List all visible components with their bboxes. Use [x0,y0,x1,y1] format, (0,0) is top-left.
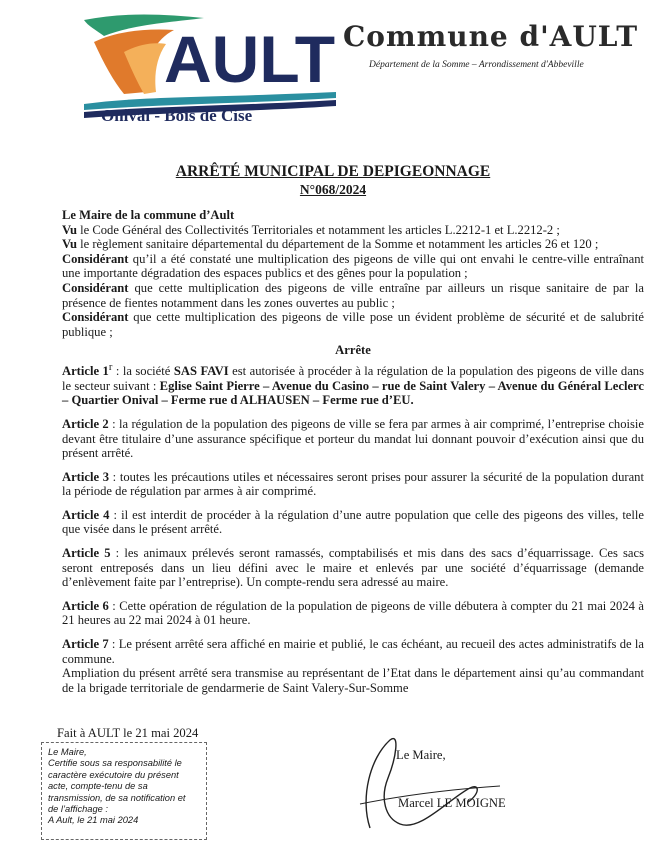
stamp-line: caractère exécutoire du présent [48,769,179,780]
document-number: N°068/2024 [299,182,367,197]
article-4: Article 4 : il est interdit de procéder à la régulation d’une autre population que celle des pigeons des villes, telle que visée dans le présent arrêté. [62,507,644,537]
ampliation: Ampliation du présent arrêté sera transmise au représentant de l’Etat dans le département ainsi qu’au commandant de la brigade territoriale de gendarmerie de Saint Valery-Sur-Somme [62,666,644,695]
article-2: Article 2 : la régulation de la population des pigeons de ville se fera par armes à air comprimé, l’entreprise choisie devant être titulaire d’une assurance spécifique et porteur du mandat lui donnant pouvoir d’exécution ainsi que du présent arrêté. [62,416,644,461]
logo-subtitle: Onival - Bois de Cise [101,106,253,125]
article-1: Article 1$^r$ : la société SAS FAVI est autorisée à procéder à la régulation de la population des pigeons de ville dans le secteur suivant : Eglise Saint Pierre – Avenue du Casino – rue de Saint Valery – Avenue du Général Leclerc – Quartier Onival – Ferme rue d ALHAUSEN – Ferme rue d’EU. [62,361,644,408]
article-5: Article 5 : les animaux prélevés seront ramassés, comptabilisés et mis dans des sacs d’équarrissage. Ces sacs seront entreposés dans un lieu défini avec le maire et enlevés par une société d’équarrissage (demande d’enlèvement faite par l’entreprise). Un compte-rendu sera adressé au maire. [62,546,644,590]
stamp-line: acte, compte-tenu de sa [48,781,148,792]
signature-title: Le Maire, [396,748,446,762]
article-7: Article 7 : Le présent arrêté sera affiché en mairie et publié, le cas échéant, au recueil des actes administratifs de la commune. [62,637,644,666]
article-3: Article 3 : toutes les précautions utiles et nécessaires seront prises pour assurer la sécurité de la population durant la période de régulation par armes à air comprimé. [62,469,644,499]
stamp-line: Certifie sous sa responsabilité le [48,758,182,769]
stamp-line: A Ault, le 21 mai 2024 [48,815,139,826]
article-6: Article 6 : Cette opération de régulation de la population de pigeons de ville débutera à compter du 21 mai 2024 à 21 heures au 22 mai 2024 à 01 heure. [62,598,644,628]
handwritten-signature [330,728,530,838]
logo-ault-text: AULT [164,22,336,96]
document-body [62,208,644,695]
departement-line: Département de la Somme – Arrondissement d'Abbeville [369,60,584,70]
considerant-3: Considérant que cette multiplication des pigeons de ville pose un évident problème de sécurité et de salubrité publique ; [62,310,644,339]
arrete-heading: Arrête [335,343,371,358]
considerant-1: Considérant qu’il a été constaté une multiplication des pigeons de ville qui ont envahi le centre-ville entraînant une importante dégradation des espaces publics et des gênes pour la population ; [62,251,644,281]
intro-line: Le Maire de la commune d’Ault [62,208,235,222]
stamp-line: transmission, de sa notification et [48,792,186,803]
stamp-line: de l’affichage : [48,804,108,815]
executory-stamp [41,742,207,840]
stamp-line: Le Maire, [48,747,87,757]
document-title: ARRÊTÉ MUNICIPAL DE DEPIGEONNAGE [175,163,491,180]
visa-2: Vu le règlement sanitaire départemental du département de la Somme et notamment les articles 26 et 120 ; [62,237,599,252]
signature-name: Marcel LE MOIGNE [398,796,506,810]
commune-title: Commune d'AULT [343,20,639,53]
fait-a-line: Fait à AULT le 21 mai 2024 [57,726,199,740]
considerant-2: Considérant que cette multiplication des pigeons de ville entraîne par ailleurs un risque sanitaire de par la présence de fientes notamment dans les zones ouvertes au public ; [62,280,644,310]
visa-1: Vu le Code Général des Collectivités Territoriales et notamment les articles L.2212-1 et L.2212-2 ; [62,222,560,237]
